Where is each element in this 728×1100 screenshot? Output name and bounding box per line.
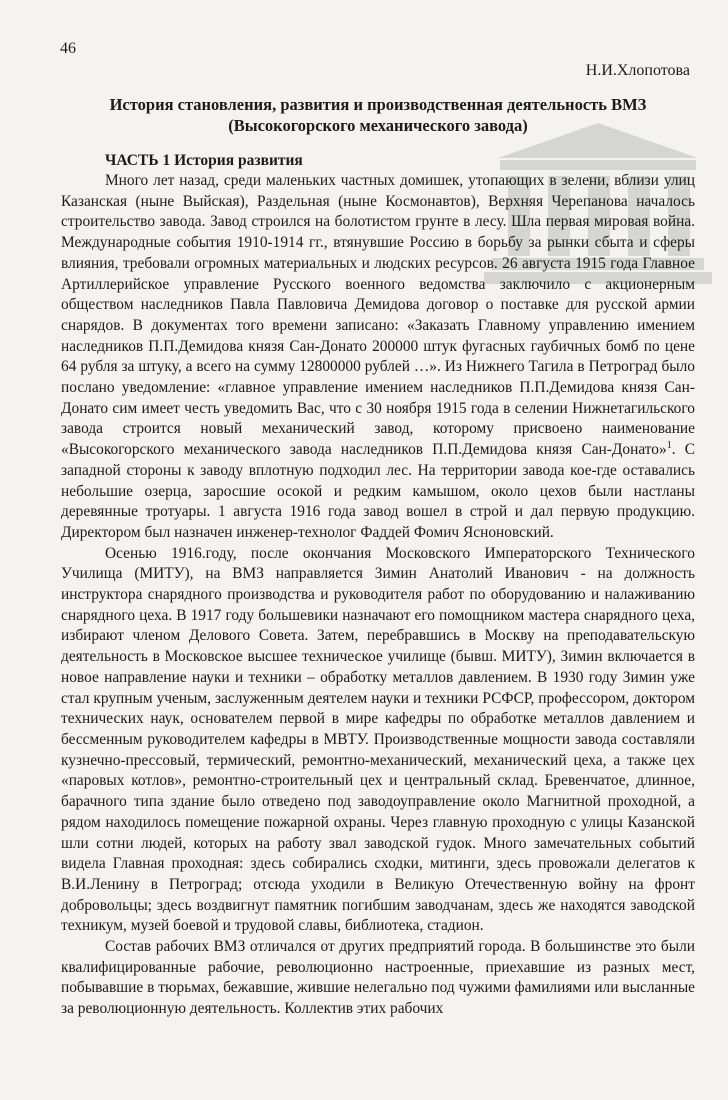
- paragraph-1-text: Много лет назад, среди маленьких частных домишек, утопающих в зелени, вблизи улиц Казанская (ныне Выйская), Раздельная (ныне Космонавтов), Верхняя Черепанова началось строительство завода. Завод строился на болотистом грунте в лесу. Шла первая мировая война. Международные события 1910-1914 гг., втянувшие Россию в борьбу за рынки сбыта и сферы влияния, требовали огромных материальных и людских ресурсов. 26 августа 1915 года Главное Артиллерийское управление Русского военного ведомства заключило с акционерным обществом наследников Павла Павловича Демидова договор о поставке для русской армии снарядов. В документах того времени записано: «Заказать Главному управлению имением наследников П.П.Демидова князя Сан-Донато 200000 штук фугасных гаубичных бомб по цене 64 рубля за штуку, а всего на сумму 12800000 рублей …». Из Нижнего Тагила в Петроград было послано уведомление: «главное управление имением наследников П.П.Демидова князя Сан-Донато сим имеет честь уведомить Вас, что с 30 ноября 1915 года в селении Нижнетагильского завода строится новый механический завод, которому присвоено наименование «Высокогорского механического завода наследников П.П.Демидова князя Сан-Донато»: [61, 172, 695, 459]
- paragraph-3: Состав рабочих ВМЗ отличался от других предприятий города. В большинстве это были квалифицированные рабочие, революционно настроенные, приехавшие из разных мест, побывавшие в тюрьмах, бежавшие, жившие нелегально под чужими фамилиями или высланные за революционную деятельность. Коллектив этих рабочих: [61, 938, 695, 1018]
- article-title: [61, 94, 695, 136]
- title-line-1: История становления, развития и производственная деятельность ВМЗ: [109, 95, 647, 114]
- section-heading: ЧАСТЬ 1 История развития: [105, 152, 303, 169]
- paragraph-1: [61, 171, 695, 544]
- title-line-2: (Высокогорского механического завода): [228, 116, 528, 135]
- author-name: Н.И.Хлопотова: [585, 62, 690, 79]
- paragraph-1-tail: . С западной стороны к заводу вплотную подходил лес. На территории завода кое-где оставались небольшие озерца, заросшие осокой и редким камышом, около цехов были настланы деревянные тротуары. 1 августа 1916 года завод вошел в строй и дал первую продукцию. Директором был назначен инженер-технолог Фаддей Фомич Ясноновский.: [61, 441, 695, 541]
- paragraph-2: Осенью 1916.году, после окончания Московского Императорского Технического Училища (МИТУ), на ВМЗ направляется Зимин Анатолий Иванович - на должность инструктора снарядного производства и руководителя работ по оборудованию и налаживанию снарядного цеха. В 1917 году большевики назначают его помощником мастера снарядного цеха, избирают членом Делового Совета. Затем, перебравшись в Москву на преподавательскую деятельность в Московское высшее техническое училище (бывш. МИТУ), Зимин включается в новое направление науки и техники – обработку металлов давлением. В 1930 году Зимин уже стал крупным ученым, заслуженным деятелем науки и техники РСФСР, профессором, доктором технических наук, основателем первой в мире кафедры по обработке металлов давлением и бессменным руководителем кафедры в МВТУ. Производственные мощности завода составляли кузнечно-прессовый, термический, ремонтно-механический, механический цеха, а также цех «паровых котлов», ремонтно-строительный цех и центральный склад. Бревенчатое, длинное, барачного типа здание было отведено под заводоуправление около Магнитной проходной, а рядом находилось помещение пожарной охраны. Через главную проходную с улицы Казанской шли сотни людей, которых на работу звал заводской гудок. Много замечательных событий видела Главная проходная: здесь собирались сходки, митинги, здесь провожали делегатов к В.И.Ленину в Петроград; отсюда уходили в Великую Отечественную войну на фронт добровольцы; здесь воздвигнут памятник погибшим заводчанам, здесь же находятся заводской техникум, музей боевой и трудовой славы, библиотека, стадион.: [61, 544, 695, 935]
- page-number: 46: [60, 40, 76, 57]
- article-body: [61, 94, 695, 1020]
- footnote-marker: 1: [666, 440, 672, 452]
